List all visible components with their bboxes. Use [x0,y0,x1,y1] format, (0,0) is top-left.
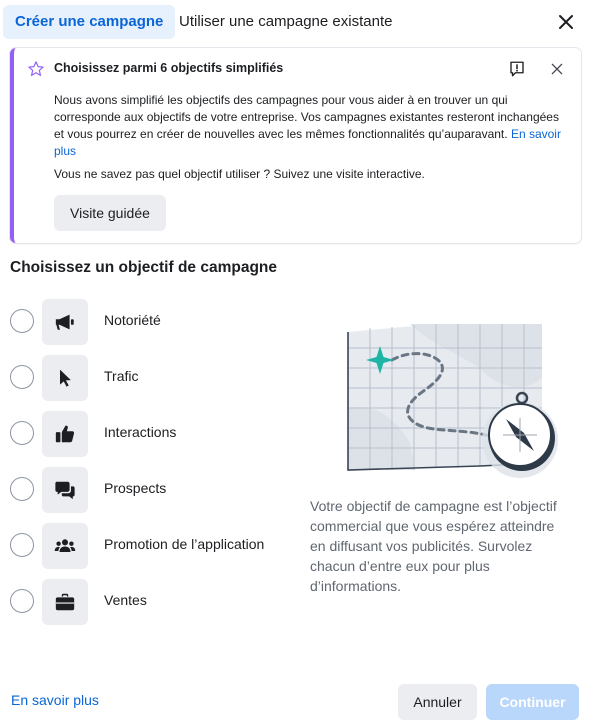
objective-label: Trafic [104,368,139,384]
objective-leads[interactable] [10,467,280,513]
cancel-button[interactable]: Annuler [398,684,477,720]
cursor-icon [55,368,75,388]
notice-tour-text: Vous ne savez pas quel objectif utiliser ? Suivez une visite interactive. [54,167,425,181]
tab-create-campaign[interactable]: Créer une campagne [3,5,175,39]
notice-learn-more-link[interactable]: En savoir plus [54,127,561,158]
tab-use-existing-campaign[interactable]: Utiliser une campagne existante [179,13,393,30]
section-title: Choisissez un objectif de campagne [10,259,278,276]
notice-title: Choisissez parmi 6 objectifs simplifiés [54,61,284,75]
objective-icon-box [42,579,88,625]
feedback-icon[interactable] [508,60,526,78]
chat-bubbles-icon [54,479,76,501]
objective-label: Notoriété [104,312,161,328]
radio-button[interactable] [10,421,34,445]
notice-close-icon[interactable] [549,61,565,77]
notice-body [54,92,570,160]
objective-icon-box [42,467,88,513]
objective-app-promotion[interactable] [10,523,280,569]
learn-more-link[interactable]: En savoir plus [11,692,99,708]
megaphone-icon [54,311,76,333]
objective-label: Prospects [104,480,167,496]
guided-tour-button[interactable]: Visite guidée [54,195,166,231]
map-compass-illustration [340,318,562,483]
star-icon [27,60,45,78]
people-icon [54,535,76,557]
radio-button[interactable] [10,533,34,557]
objective-traffic[interactable] [10,355,280,401]
objective-label: Interactions [104,424,177,440]
radio-button[interactable] [10,589,34,613]
objective-label: Ventes [104,592,147,608]
objective-description: Votre objectif de campagne est l’objectif commercial que vous espérez atteindre en diffusant vos publicités. Survolez chacun d’entre eux pour plus d’informations. [310,498,557,594]
objective-icon-box [42,523,88,569]
radio-button[interactable] [10,477,34,501]
radio-button[interactable] [10,309,34,333]
objective-awareness[interactable] [10,299,280,345]
notice-body-text: Nous avons simplifié les objectifs des campagnes pour vous aider à en trouver un qui corresponde aux objectifs de votre entreprise. Vos campagnes existantes resteront inchangées et vous pourrez en créer de nouvelles avec les mêmes fonctionnalités qu’auparavant. [54,93,559,141]
thumbs-up-icon [54,423,76,445]
continue-button[interactable]: Continuer [486,684,579,720]
objective-sales[interactable] [10,579,280,625]
close-icon[interactable] [554,10,578,34]
objective-engagement[interactable] [10,411,280,457]
radio-button[interactable] [10,365,34,389]
simplified-objectives-notice [10,48,581,243]
objective-icon-box [42,355,88,401]
objective-icon-box [42,299,88,345]
tab-bar [0,0,590,44]
objective-label: Promotion de l’application [104,536,265,552]
briefcase-icon [54,591,76,613]
objective-icon-box [42,411,88,457]
